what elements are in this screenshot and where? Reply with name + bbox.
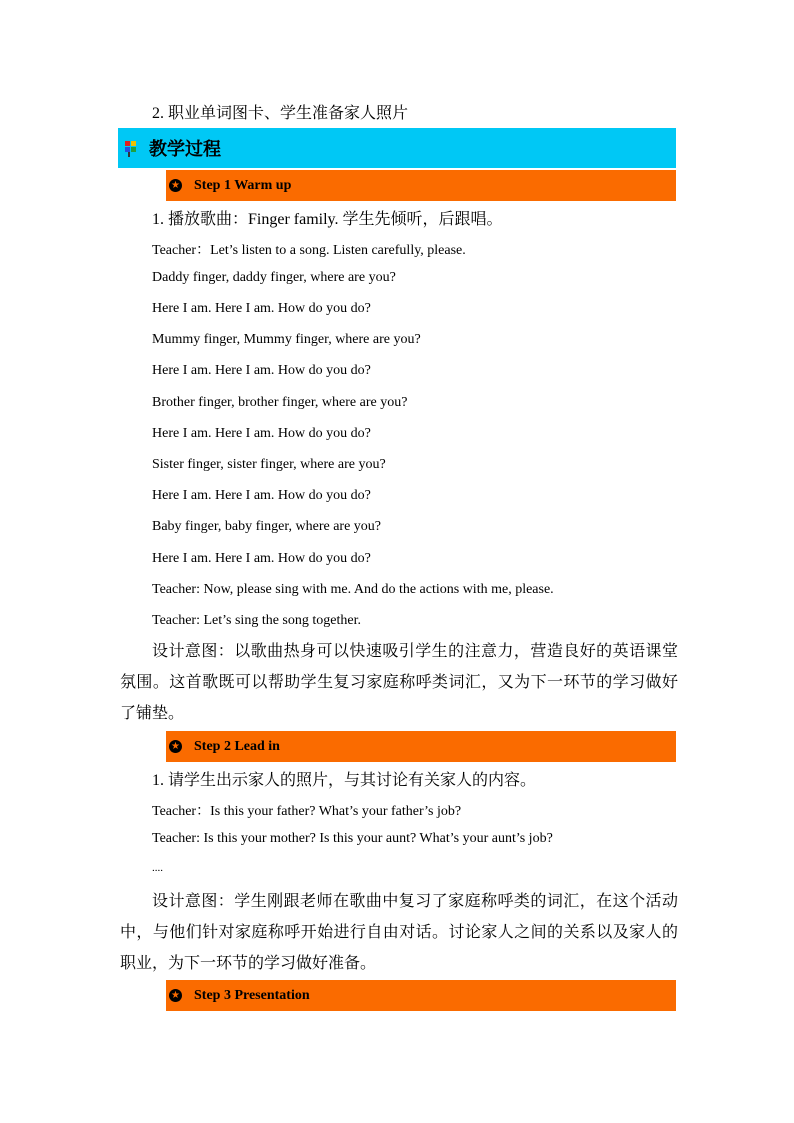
step1-line: Teacher: Now, please sing with me. And do the actions with me, please. (152, 582, 554, 597)
step-header-2 (166, 731, 676, 762)
intro-item: 2. 职业单词图卡、学生准备家人照片 (152, 105, 409, 122)
step1-line: Here I am. Here I am. How do you do? (152, 551, 371, 566)
step1-line: Here I am. Here I am. How do you do? (152, 301, 371, 316)
step1-line: Here I am. Here I am. How do you do? (152, 426, 371, 441)
flag-icon (123, 139, 141, 157)
step1-line: Sister finger, sister finger, where are you? (152, 457, 386, 472)
step1-line: Baby finger, baby finger, where are you? (152, 519, 382, 534)
step-label: Step 3 Presentation (194, 987, 310, 1003)
step1-line: Mummy finger, Mummy finger, where are you? (152, 332, 421, 347)
step1-line: Teacher：Let’s listen to a song. Listen carefully, please. (152, 243, 466, 258)
step-label: Step 2 Lead in (194, 738, 280, 754)
step1-line: Daddy finger, daddy finger, where are you? (152, 270, 396, 285)
step1-line: Here I am. Here I am. How do you do? (152, 488, 371, 503)
section-title: 教学过程 (149, 139, 221, 160)
step1-line: Brother finger, brother finger, where are you? (152, 395, 408, 410)
step2-line: Teacher：Is this your father? What’s your father’s job? (152, 804, 462, 819)
step-header-1 (166, 170, 676, 201)
step1-design-note: 设计意图：以歌曲热身可以快速吸引学生的注意力，营造良好的英语课堂氛围。这首歌既可以帮助学生复习家庭称呼类词汇，又为下一环节的学习做好了铺垫。 (120, 643, 678, 722)
step2-item: 1. 请学生出示家人的照片，与其讨论有关家人的内容。 (152, 772, 537, 789)
star-icon: ★ (169, 989, 182, 1002)
section-header (118, 128, 676, 168)
step2-line: Teacher: Is this your mother? Is this your aunt? What’s your aunt’s job? (152, 831, 553, 846)
step1-item: 1. 播放歌曲：Finger family. 学生先倾听，后跟唱。 (152, 211, 503, 228)
step-header-3 (166, 980, 676, 1011)
step-label: Step 1 Warm up (194, 177, 292, 193)
step2-design-note: 设计意图：学生刚跟老师在歌曲中复习了家庭称呼类的词汇，在这个活动中，与他们针对家庭称呼开始进行自由对话。讨论家人之间的关系以及家人的职业，为下一环节的学习做好准备。 (120, 893, 678, 972)
step1-line: Here I am. Here I am. How do you do? (152, 363, 371, 378)
star-icon: ★ (169, 179, 182, 192)
step1-line: Teacher: Let’s sing the song together. (152, 613, 361, 628)
star-icon: ★ (169, 740, 182, 753)
step2-line: .... (152, 862, 163, 874)
